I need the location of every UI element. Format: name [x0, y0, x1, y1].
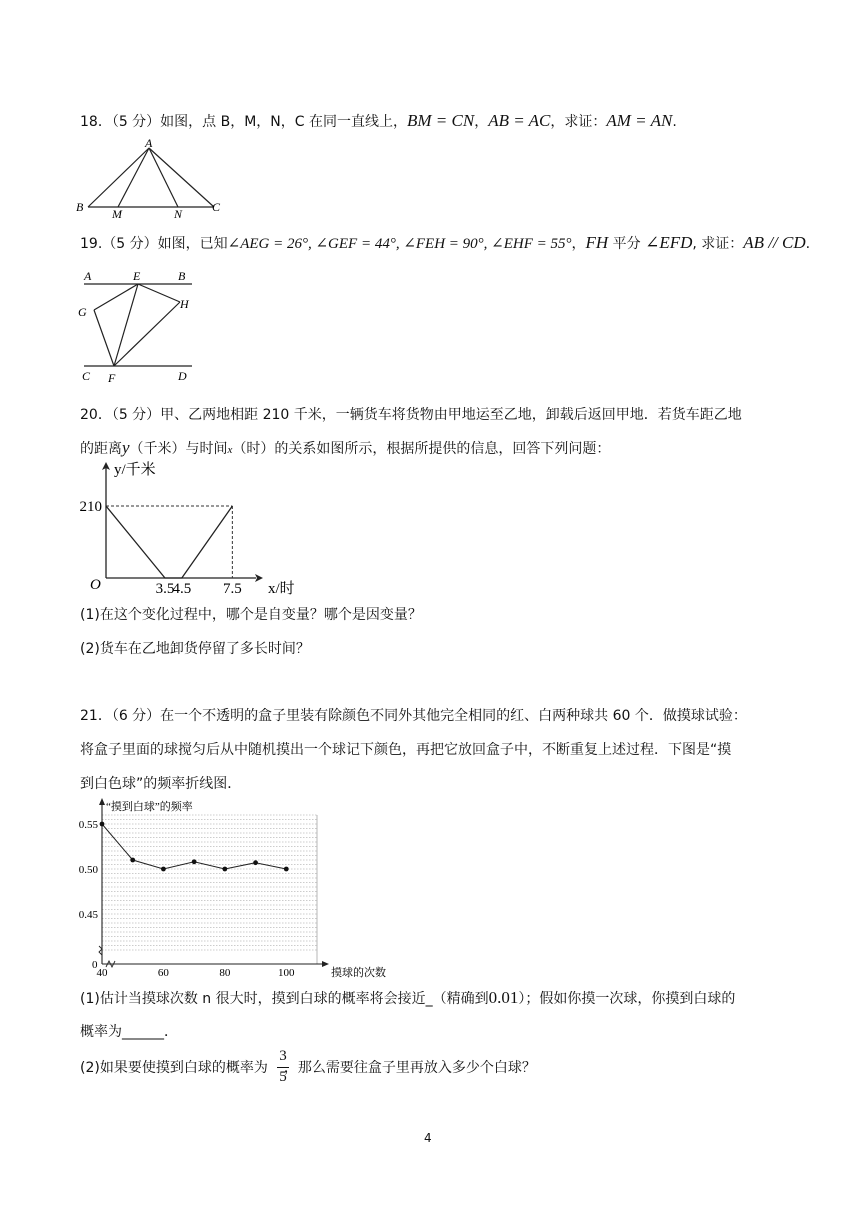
label-M: M — [112, 207, 122, 221]
data-point — [161, 867, 166, 872]
q21-sub1: (1)估计当摸球次数 n 很大时，摸到白球的概率将会接近_（精确到0.01）；假如你摸一次球，你摸到白球的 — [80, 988, 736, 1007]
y-tick-label: 0.55 — [78, 819, 98, 831]
label-N: N — [174, 207, 183, 221]
origin-label: O — [90, 577, 101, 593]
q20-line2: 的距离y（千米）与时间x（时）的关系如图所示，根据所提供的信息，回答下列问题： — [80, 438, 611, 457]
q19-parallel-lines-figure — [74, 264, 204, 384]
x-axis-arrow — [322, 961, 329, 967]
white-ball-frequency-chart — [74, 798, 386, 980]
data-point — [222, 867, 227, 872]
y-axis-arrow — [99, 798, 105, 805]
q18-triangle-figure — [74, 136, 234, 221]
fraction-bar — [277, 1067, 289, 1068]
y-axis-label: “摸到白球”的频率 — [106, 801, 193, 813]
fraction-numerator: 3 — [279, 1048, 287, 1064]
x-axis-label: x/时 — [268, 581, 295, 597]
y-tick-label: 210 — [79, 499, 102, 515]
data-point — [284, 867, 289, 872]
x-tick-label: 100 — [278, 967, 295, 979]
data-point — [100, 822, 105, 827]
q21-line1: 21．（6 分）在一个不透明的盒子里装有除颜色不同外其他完全相同的红、白两种球共 60 个．做摸球试验： — [80, 708, 747, 724]
q20-sub1: (1)在这个变化过程中，哪个是自变量？哪个是因变量？ — [80, 607, 422, 623]
q19-stem: 19.（5 分）如图，已知∠AEG = 26°, ∠GEF = 44°, ∠FEH = 90°, ∠EHF = 55°，FH 平分 ∠EFD, 求证：AB // CD. — [80, 233, 811, 252]
label-C: C — [212, 200, 221, 214]
q21-line2: 将盒子里面的球搅匀后从中随机摸出一个球记下颜色，再把它放回盒子中，不断重复上述过程．下图是“摸 — [80, 742, 732, 758]
q18-stem: 18．（5 分）如图，点 B，M，N，C 在同一直线上，BM = CN，AB = AC，求证：AM = AN. — [80, 111, 677, 130]
label-B: B — [178, 269, 186, 283]
page-number: 4 — [424, 1131, 432, 1145]
q21-sub1-cont: 概率为______． — [80, 1024, 178, 1040]
label-A: A — [145, 136, 153, 150]
x-tick-label: 40 — [96, 967, 108, 979]
label-F: F — [108, 371, 116, 385]
y-tick-label: 0.45 — [78, 909, 98, 921]
data-point — [130, 858, 135, 863]
q21-sub2: (2)如果要使摸到白球的概率为 ，那么需要往盒子里再放入多少个白球？ — [80, 1060, 536, 1076]
label-C: C — [82, 369, 91, 383]
label-A: A — [84, 269, 92, 283]
x-tick-label: 4.5 — [172, 581, 192, 597]
label-B: B — [76, 200, 84, 214]
x-tick-label: 3.5 — [155, 581, 175, 597]
y-tick-label: 0.50 — [78, 864, 98, 876]
label-D: D — [178, 369, 187, 383]
x-tick-label: 7.5 — [222, 581, 242, 597]
q20-sub2: (2)货车在乙地卸货停留了多长时间？ — [80, 641, 310, 657]
x-tick-label: 80 — [219, 967, 231, 979]
distance-time-chart — [74, 462, 294, 598]
origin-label: 0 — [92, 959, 98, 971]
label-G: G — [78, 305, 87, 319]
q20-line1: 20．（5 分）甲、乙两地相距 210 千米，一辆货车将货物由甲地运至乙地，卸载后返回甲地．若货车距乙地 — [80, 407, 742, 423]
x-axis-arrow — [255, 574, 263, 582]
label-H: H — [180, 297, 189, 311]
x-axis-label: 摸球的次数 — [331, 967, 386, 979]
fraction-denominator: 5 — [279, 1069, 287, 1085]
data-point — [192, 859, 197, 864]
data-point — [253, 860, 258, 865]
y-axis-label: y/千米 — [114, 462, 156, 478]
series-line — [106, 506, 232, 578]
label-E: E — [133, 269, 141, 283]
q21-line3: 到白色球”的频率折线图． — [80, 776, 242, 792]
x-tick-label: 60 — [157, 967, 169, 979]
